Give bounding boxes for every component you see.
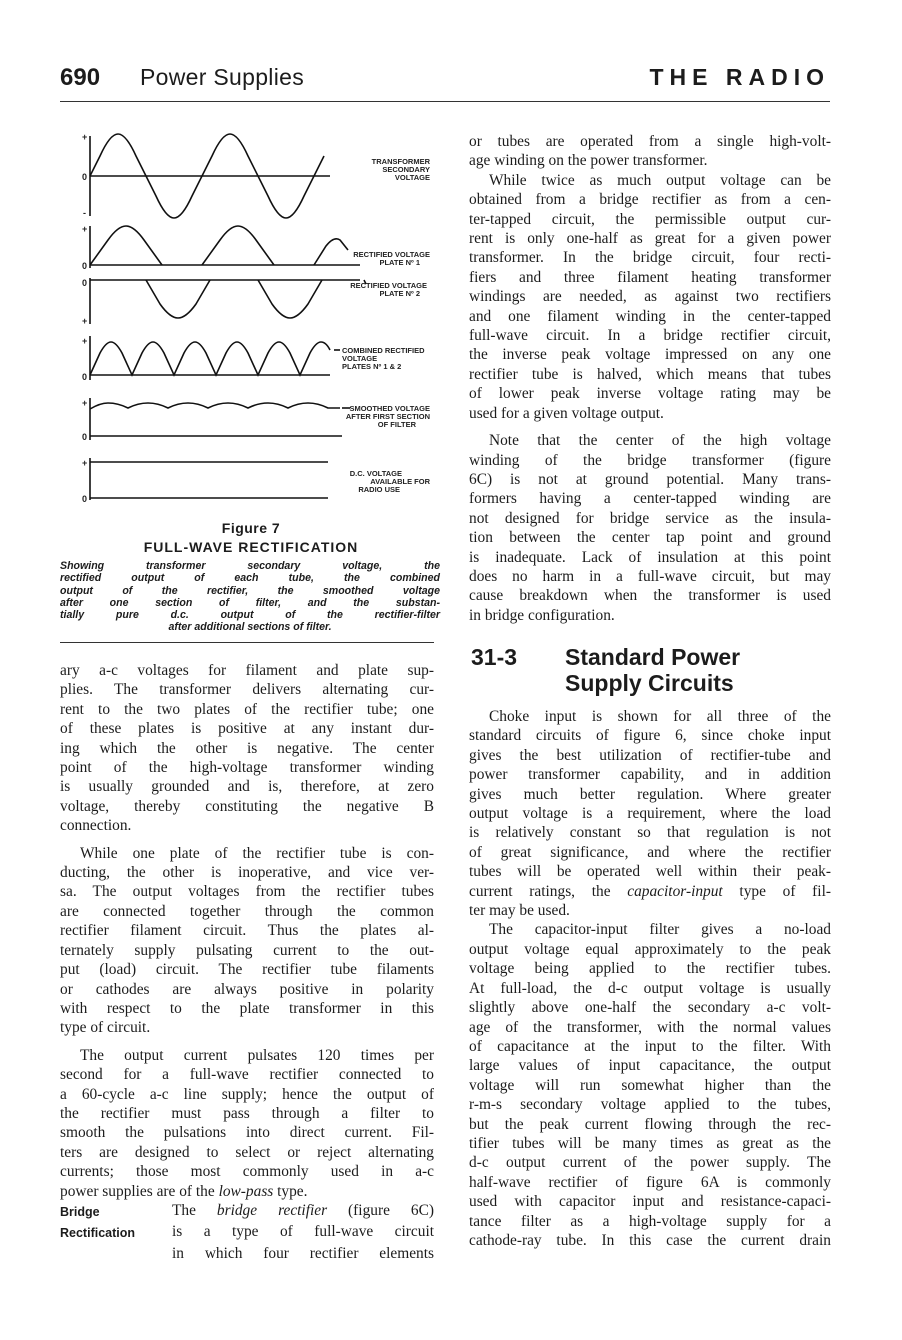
svg-text:+: + — [82, 224, 88, 234]
svg-text:SMOOTHED VOLTAGE: SMOOTHED VOLTAGE — [349, 404, 430, 413]
caption-line: Showing transformer secondary voltage, the — [60, 560, 440, 572]
svg-text:0: 0 — [82, 372, 88, 382]
side-heading: Rectification — [60, 1226, 136, 1241]
page-header — [60, 64, 830, 104]
figure-caption — [60, 560, 440, 634]
side-heading: Bridge — [60, 1204, 100, 1219]
svg-text:+: + — [82, 336, 88, 346]
book-title: THE RADIO — [649, 64, 830, 90]
page-number: 690 — [60, 64, 101, 91]
svg-text:VOLTAGE: VOLTAGE — [342, 354, 378, 363]
svg-text:RECTIFIED VOLTAGE: RECTIFIED VOLTAGE — [353, 250, 430, 259]
svg-text:0: 0 — [82, 278, 88, 288]
plate1-wave — [90, 226, 348, 265]
paragraph: The capacitor-input filter gives a no-load output voltage equal approximately to the peak voltage being applied to the rectifier tubes. At full-load, the d-c output voltage is usually slightly above one-half the secondary a-c volt- age of the transformer, with the normal values of capacitance at the input to the filter. With large values of input capacitance, the output voltage will run somewhat higher than the r-m-s secondary voltage applied to the tubes, but the peak current flowing through the rec- tifier tubes will be many times as great as the d-c output current of the power supply. The half-wave rectifier of figure 6A is commonly used with capacitor input and resistance-capaci- tance filter as a high-voltage supply for a cathode-ray tube. In this case the current drain — [469, 921, 831, 1249]
svg-text:PLATE Nº 1: PLATE Nº 1 — [379, 258, 420, 267]
svg-text:0: 0 — [82, 432, 88, 442]
paragraph: or tubes are operated from a single high-volt- age winding on the power transformer. — [469, 133, 831, 170]
svg-text:TRANSFORMER: TRANSFORMER — [371, 157, 430, 166]
svg-text:RECTIFIED VOLTAGE: RECTIFIED VOLTAGE — [350, 281, 427, 290]
header-rule — [60, 101, 830, 102]
svg-text:PLATE Nº 2: PLATE Nº 2 — [379, 289, 420, 298]
caption-line: after one section of filter, and the substan- — [60, 596, 440, 609]
plate2-wave — [146, 280, 366, 318]
svg-text:OF FILTER: OF FILTER — [377, 420, 416, 429]
section-title: Power Supplies — [140, 64, 305, 90]
svg-text:D.C. VOLTAGE: D.C. VOLTAGE — [349, 469, 402, 478]
bridge-rectification-paragraph: Bridge The bridge rectifier (figure 6C) Rectification is a type of full-wave circuit in which four rectifier elements — [60, 1201, 434, 1262]
svg-text:+: + — [82, 132, 88, 142]
caption-line: output of the rectifier, the smoothed voltage — [60, 584, 440, 597]
paragraph: Choke input is shown for all three of the standard circuits of figure 6, since choke input gives the best utilization of rectifier-tube and power transformer capability, and in addition gives much better regulation. Where greater output voltage is a requirement, where the load is relatively constant so that regulation is not of great significance, and where the rectifier tubes will be operated well within their peak- current ratings, the capacitor-input type of fil- ter may be used. — [469, 708, 831, 920]
section-number: 31-3 — [471, 644, 518, 670]
svg-text:0: 0 — [82, 172, 88, 182]
svg-text:SECONDARY: SECONDARY — [382, 165, 430, 174]
svg-text:VOLTAGE: VOLTAGE — [394, 173, 430, 182]
paragraph: Note that the center of the high voltage winding of the bridge transformer (figure 6C) is not at ground potential. Many trans- formers having a center-tapped winding are not designed for bridge service as the insula- tion between the center tap point and ground is inadequate. Lack of insulation at this point does no harm in a full-wave circuit, but may cause breakdown when the transformer is used in bridge configuration. — [469, 432, 831, 624]
svg-text:RADIO USE: RADIO USE — [358, 485, 400, 494]
paragraph: While one plate of the rectifier tube is con- ducting, the other is inoperative, and vice ver- sa. The output voltages from the rectifier tubes are connected together through the common rectifier filament circuit. Thus the plates al- ternately supply pulsating current to the out- put (load) circuit. The rectifier tube filaments or cathodes are always positive in polarity with respect to the plate transformer in this type of circuit. — [60, 844, 434, 1037]
combined-wave — [90, 342, 330, 375]
caption-line: after additional sections of filter. — [168, 621, 332, 634]
caption-line: tially pure d.c. output of the rectifier-filter — [60, 609, 440, 622]
svg-text:AFTER FIRST SECTION: AFTER FIRST SECTION — [345, 412, 430, 421]
figure-title: FULL-WAVE RECTIFICATION — [143, 539, 359, 555]
svg-text:0: 0 — [82, 261, 88, 271]
paragraph: ary a-c voltages for filament and plate sup- plies. The transformer delivers alternating cur- rent to the two plates of the rectifier tube; one of these plates is positive at any instant dur- ing which the other is negative. The center point of the high-voltage transformer winding is usually grounded and is, therefore, at zero voltage, thereby constituting the negative B connection. — [60, 662, 434, 835]
svg-text:COMBINED RECTIFIED: COMBINED RECTIFIED — [342, 346, 425, 355]
section-heading-title: Standard Power Supply Circuits — [565, 644, 741, 696]
caption-line: rectified output of each tube, the combined — [60, 572, 440, 585]
paragraph: While twice as much output voltage can be obtained from a bridge rectifier as from a cen- ter-tapped circuit, the permissible output cur- rent is only one-half as great for a given power transformer. In the bridge circuit, four recti- fiers and three filament heating transformer windings are needed, as against two rectifiers and one filament winding in the center-tapped full-wave circuit. In a bridge rectifier circuit, the inverse peak voltage impressed on any one rectifier tube is halved, which means that tubes of lower peak inverse voltage rating may be used for a given voltage output. — [469, 171, 831, 422]
left-column — [60, 661, 434, 1263]
svg-text:+: + — [82, 316, 88, 326]
svg-text:-: - — [83, 208, 86, 218]
svg-text:0: 0 — [82, 494, 88, 504]
paragraph: The output current pulsates 120 times per second for a full-wave rectifier connected to a 60-cycle a-c line supply; hence the output of the rectifier must pass through a filter to smooth the pulsations into direct current. Fil- ters are designed to select or reject alternating currents; those most commonly used in a-c power supplies are of the low-pass type. — [60, 1046, 434, 1200]
svg-text:+: + — [82, 398, 88, 408]
right-column-bottom — [469, 707, 831, 1250]
waveform-diagram — [60, 118, 440, 518]
smoothed-wave — [90, 403, 340, 409]
figure-rule — [60, 642, 434, 643]
svg-text:AVAILABLE FOR: AVAILABLE FOR — [370, 477, 430, 486]
figure-7 — [60, 118, 440, 643]
figure-number: Figure 7 — [221, 520, 281, 536]
svg-text:+: + — [82, 458, 88, 468]
svg-text:PLATES Nº 1 & 2: PLATES Nº 1 & 2 — [342, 362, 402, 371]
right-column-top — [469, 132, 831, 625]
